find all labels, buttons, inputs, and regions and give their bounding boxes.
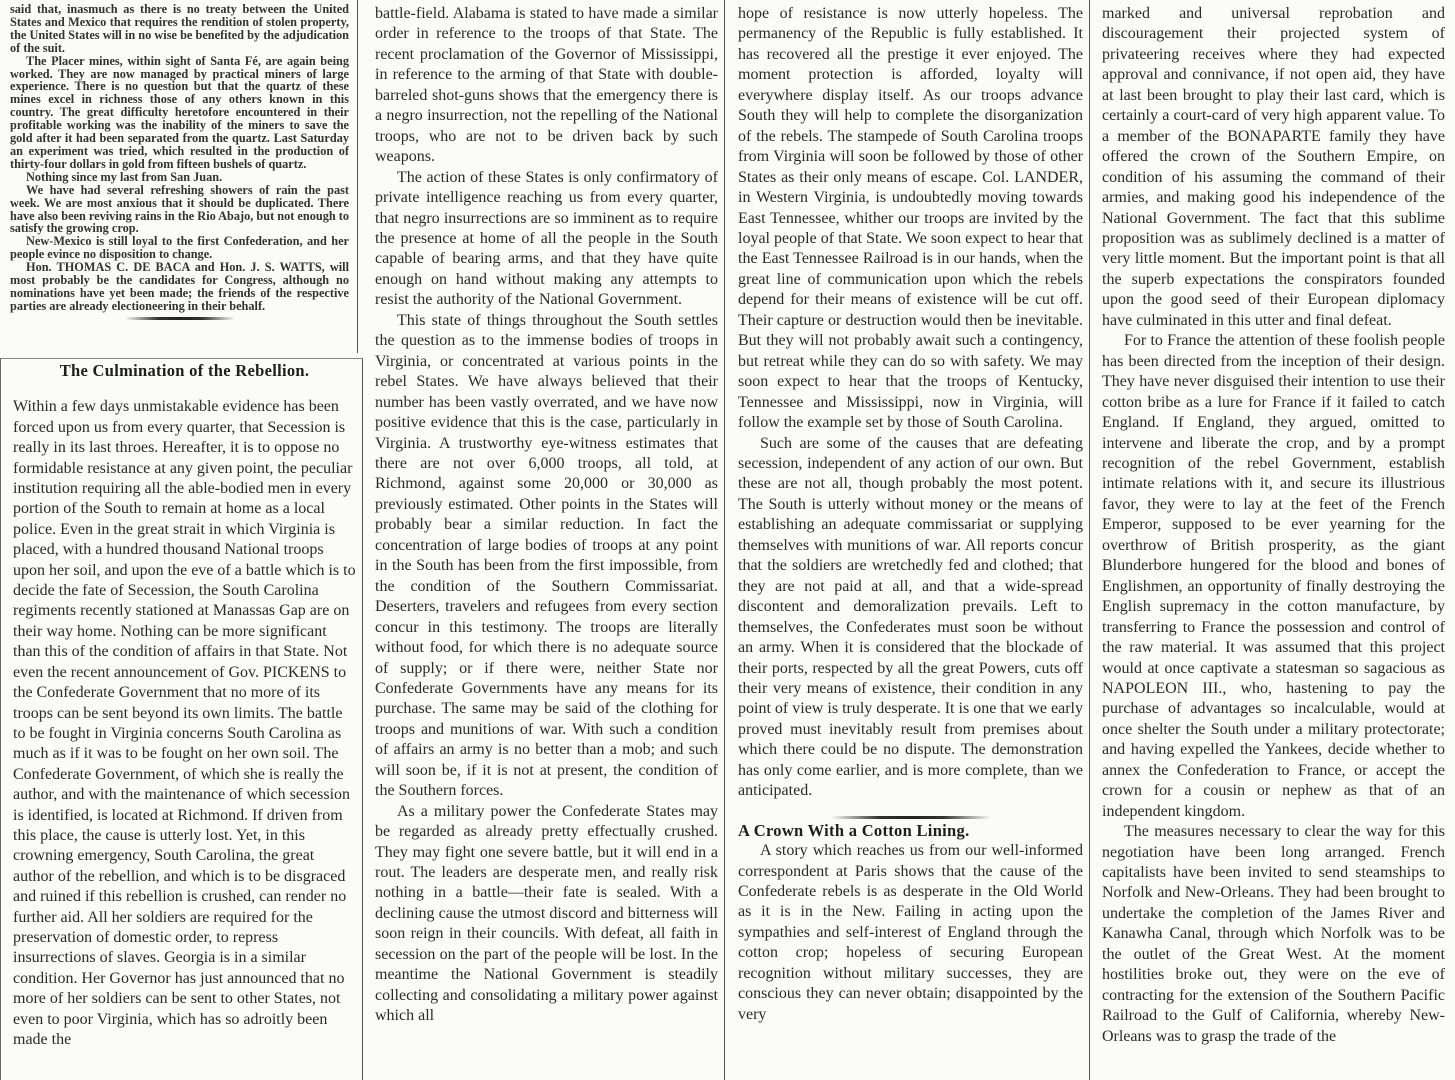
column-1-dispatch — [0, 0, 358, 353]
paragraph: For to France the attention of these foolish people has been directed from the inception of their design. They have never disguised their intention to use their cotton bribe as a lure for France if it failed to catch England. If England, they argued, omitted to intervene and liberate the crop, and by a prompt recognition of the rebel Government, establish intimate relations with it, and secure its illustrious favor, they were to lay at the feet of the French Emperor, supposed to be ever yearning for the overthrow of British prosperity, as the giant Blunderbore hungered for the blood and bones of Englishmen, an opportunity of finally destroying the English supremacy in the cotton manufacture, by transferring to France the possession and control of the raw material. It was assumed that this project would at once captivate a statesman so sagacious as NAPOLEON III., who, hastening to pay the purchase of advantages so incalculable, would at once shelter the South under a military protectorate; and having expelled the Yankees, decide whether to annex the Confederation to France, or accept the crown for a cousin or nephew as that of an independent kingdom. — [1102, 332, 1445, 820]
paragraph: Hon. THOMAS C. DE BACA and Hon. J. S. WATTS, will most probably be the candidates for Congress, although no nominations have yet been made; the friends of the respective parties are already electioneering in their behalf. — [10, 260, 349, 313]
article-headline: A Crown With a Cotton Lining. — [738, 820, 970, 840]
paragraph: marked and universal reprobation and discouragement their projected system of privateering receives where they had expected approval and connivance, if not open aid, they have at last been brought to play their last card, which is certainly a court-card of very high apparent value. To a member of the BONAPARTE family they have offered the crown of the Southern Empire, on condition of his assuming the command of their armies, and making good his independence of the National Government. The fact that this sublime proposition was as sublimely declined is a matter of very little moment. But the important point is that all the superb expectations the conspirators founded upon the good seed of their European diplomacy have culminated in this utter and final defeat. — [1102, 5, 1445, 329]
paragraph: As a military power the Confederate States may be regarded as already pretty effectually crushed. They may fight one severe battle, but it will end in a rout. The leaders are desperate men, and really risk nothing in a battle—their fate is sealed. With a declining cause the utmost discord and bitterness will soon reign in their councils. With defeat, all faith in secession on the part of the people will be lost. In the meantime the National Government is steadily collecting and consolidating a military power against which all — [375, 802, 718, 1025]
paragraph: The action of these States is only confirmatory of private intelligence reaching us from every quarter, that negro insurrections are so imminent as to require the presence at home of all the people in the South capable of bearing arms, and that they have quite enough on hand without making any attempts to resist the authority of the National Government. — [375, 168, 718, 309]
paragraph: The measures necessary to clear the way for this negotiation have been long arranged. French capitalists have been invited to send steamships to Norfolk and New-Orleans. They had been brought to undertake the completion of the James River and Kanawha Canal, through which Norfolk was to be the outlet of the Great West. At the moment hostilities broke out, they were on the eve of contracting for the extension of the Southern Pacific Railroad to the Gulf of California, whereby New-Orleans was to grasp the trade of the — [1102, 823, 1445, 1045]
paragraph: battle-field. Alabama is stated to have made a similar order in reference to the troops of that State. The recent proclamation of the Governor of Mississippi, in reference to the arming of that State with double-barreled shot-guns shows that the emergency there is a negro insurrection, not the repelling of the National troops, who are not to be driven back by such weapons. — [375, 5, 718, 166]
paragraph: Within a few days unmistakable evidence has been forced upon us from every quarter, that Secession is really in its last throes. Hereafter, it is to oppose no formidable resistance at any given point, the peculiar institution requiring all the able-bodied men in every portion of the South to remain at home as a local police. Even in the great strait in which Virginia is placed, with a hundred thousand National troops upon her soil, and upon the eve of a battle which is to decide the fate of Secession, the South Carolina regiments recently stationed at Manassas Gap are on their way home. Nothing can be more significant than this of the condition of affairs in that State. Not even the recent announcement of Gov. PICKENS to the Confederate Government that no more of its troops can be sent beyond its own limits. The battle to be fought in Virginia concerns South Carolina as much as if it was to be fought on her own soil. The Confederate Government, of which she is really the author, and with the maintenance of which secession is identified, is located at Richmond. If driven from this place, the cause is utterly lost. Yet, in this crowning emergency, South Carolina, the great author of the rebellion, and which is to be disgraced and ruined if this rebellion is crushed, can render no further aid. All her soldiers are required for the preservation of domestic order, to repress insurrections of slaves. Georgia is in a similar condition. Her Governor has just announced that no more of her soldiers can be sent to other States, not even to poor Virginia, which has so adroitly been made the — [13, 398, 356, 1048]
section-divider — [125, 317, 235, 320]
column-4 — [1090, 0, 1455, 1080]
column-3 — [728, 0, 1090, 1080]
paragraph: The Placer mines, within sight of Santa Fé, are again being worked. They are now managed by practical miners of large experience. There is no question but that the quartz of these mines excel in richness those of any others known in this country. The great difficulty heretofore encountered in their profitable working was the inability of the miners to save the gold after it had been separated from the quartz. Last Saturday an experiment was tried, which resulted in the production of thirty-four dollars in gold from fifteen bushels of quartz. — [10, 53, 349, 171]
paragraph: A story which reaches us from our well-informed correspondent at Paris shows that the cause of the Confederate rebels is as desperate in the Old World as it is in the New. Failing in acting upon the sympathies and self-interest of England through the cotton crop; hopeless of securing European recognition without military successes, they are conscious they can never obtain; disappointed by the very — [738, 842, 1083, 1023]
column-2 — [365, 0, 725, 1080]
paragraph: hope of resistance is now utterly hopeless. The permanency of the Republic is fully established. It has recovered all the prestige it ever enjoyed. The moment protection is afforded, loyalty will everywhere display itself. As our troops advance South they will help to complete the disorganization of the rebels. The stampede of South Carolina troops from Virginia will soon be followed by those of other States as their only means of escape. Col. LANDER, in Western Virginia, is undoubtedly moving towards East Tennessee, whither our troops are invited by the loyal people of that State. We soon expect to hear that the East Tennessee Railroad is in our hands, when the great line of communication upon which the rebels depend for their means of existence will be cut off. Their capture or destruction would then be inevitable. But they will not probably await such a contingency, but retreat while they can do so with safety. We may soon expect to hear that the troops of Kentucky, Tennessee and Mississippi, now in Virginia, will follow the example set by those of South Carolina. — [738, 5, 1083, 432]
paragraph: This state of things throughout the South settles the question as to the immense bodies of troops in Virginia, or concentrated at various points in the rebel States. We have always believed that their number has been vastly overrated, and we have now positive evidence that this is the case, particularly in Virginia. A trustworthy eye-witness estimates that there are not over 6,000 troops, all told, at Richmond, against some 20,000 or 30,000 as previously estimated. Other points in the States will probably bear a similar reduction. In fact the concentration of large bodies of troops at any point in the South has been from the first impossible, from the condition of the Southern Commissariat. Deserters, travelers and refugees from every section concur in this testimony. The troops are literally without food, for which there is no adequate source of supply; or if there were, neither State nor Confederate Governments have any means for its purchase. The same may be said of the clothing for troops and munitions of war. With such a condition of affairs an army is no better than a mob; and such will soon be, if it is not at present, the condition of the Southern forces. — [375, 311, 718, 800]
paragraph: New-Mexico is still loyal to the first Confederation, and her people evince no disposition to change. — [10, 234, 349, 262]
article-headline: The Culmination of the Rebellion. — [59, 361, 310, 380]
paragraph: Such are some of the causes that are defeating secession, independent of any action of our own. But these are not all, though probably the most potent. The South is utterly without money or the means of establishing an adequate commissariat or supplying themselves with munitions of war. All reports concur that the soldiers are wretchedly fed and clothed; that they are not paid at all, and that a wide-spread discontent and demoralization prevails. Left to themselves, the Confederates must soon be without an army. When it is considered that the blockade of their ports, respected by all the great Powers, cuts off their very means of existence, their condition in any point of view is truly desperate. It is one that we early proved must inevitably result from premises about which there could be no dispute. The demonstration has only come earlier, and is more complete, than we anticipated. — [738, 434, 1083, 800]
column-1-article — [0, 358, 363, 1080]
paragraph: We have had several refreshing showers of rain the past week. We are most anxious that it should be duplicated. There have also been reviving rains in the Rio Abajo, but not enough to satisfy the growing crop. — [10, 182, 350, 236]
paragraph: said that, inasmuch as there is no treaty between the United States and Mexico that requires the rendition of stolen property, the United States will in no wise be benefited by the adjudication of the suit. — [10, 2, 349, 55]
paragraph: Nothing since my last from San Juan. — [26, 169, 223, 184]
section-divider — [831, 816, 991, 819]
